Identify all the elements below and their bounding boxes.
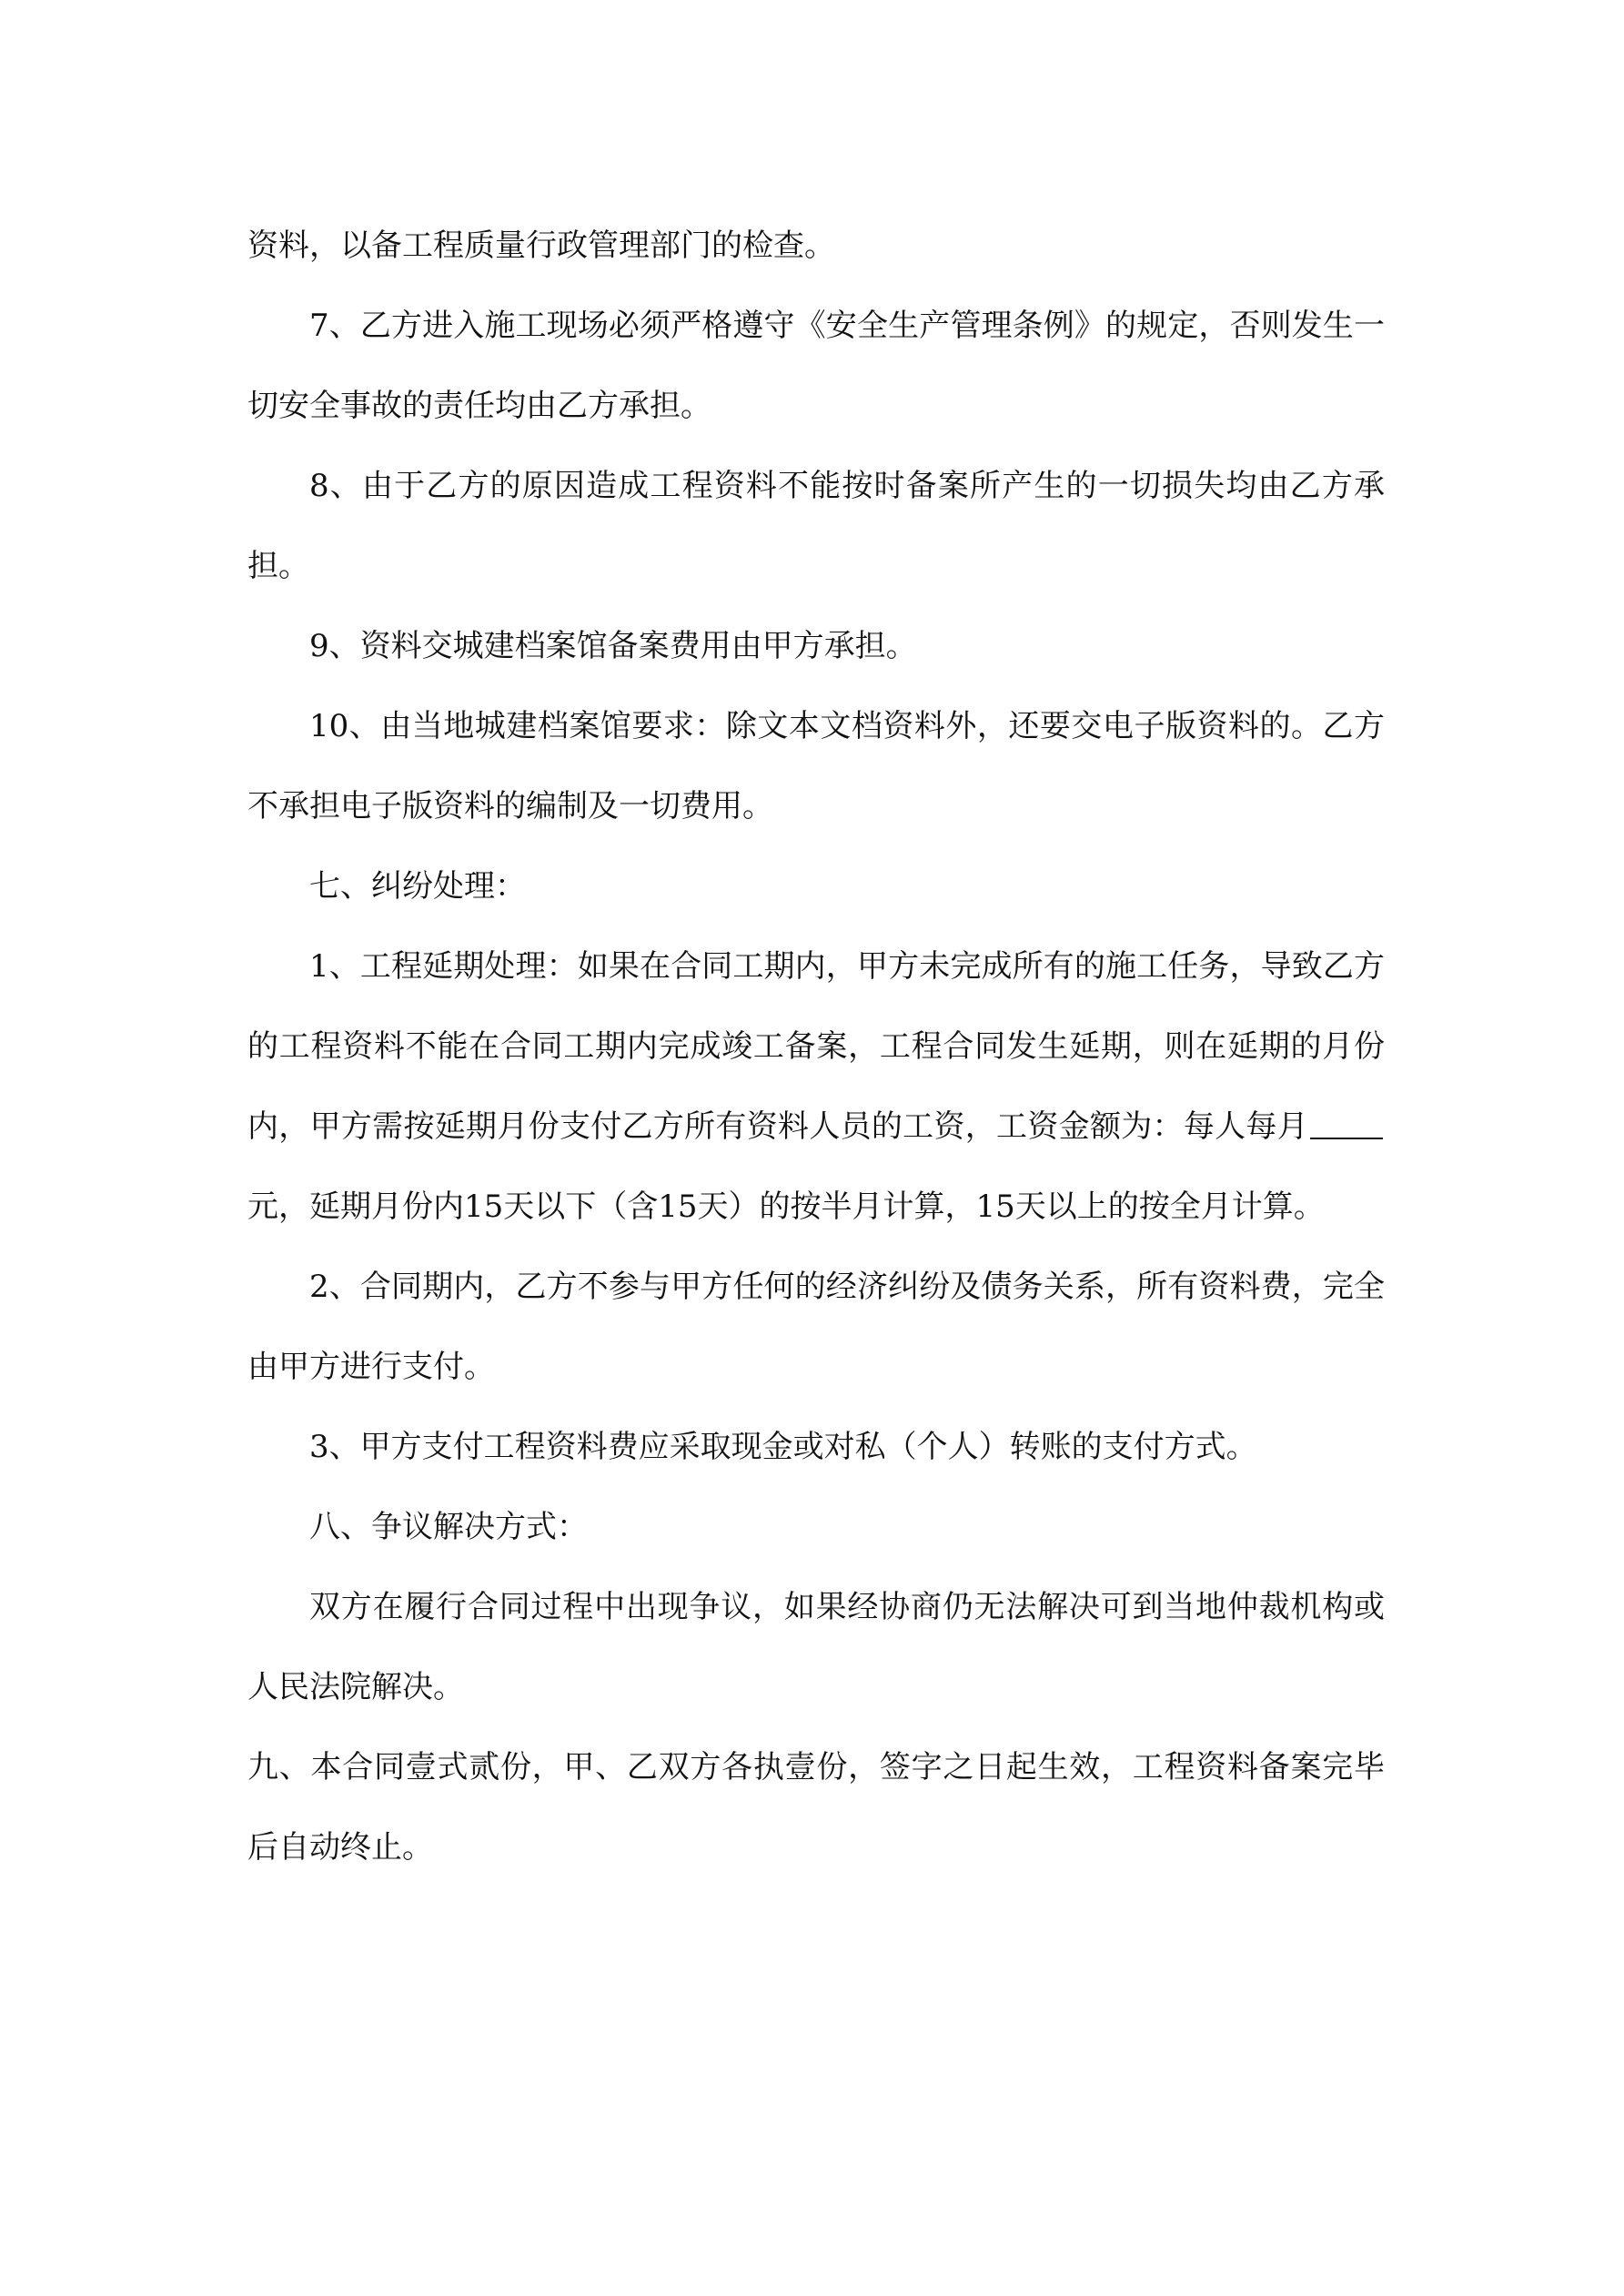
delay-clause-text-after: 元，延期月份内15天以下（含15天）的按半月计算，15天以上的按全月计算。 [247,1188,1325,1225]
section-heading-resolution: 八、争议解决方式： [309,1509,588,1545]
paragraph-clause-9-fees: 9、资料交城建档案馆备案费用由甲方承担。 [309,628,917,664]
paragraph-dispute-3-payment: 3、甲方支付工程资料费应采取现金或对私（个人）转账的支付方式。 [309,1429,1257,1465]
delay-clause-text-before: 1、工程延期处理：如果在合同工期内，甲方未完成所有的施工任务，导致乙方的工程资料不能在合同工期内完成竣工备案，工程合同发生延期，则在延期的月份内，甲方需按延期月份支付乙方所有资料人员的工资，工资金额为：每人每月 [247,948,1385,1145]
paragraph-dispute-1-delay [247,926,1385,1247]
section-heading-disputes: 七、纠纷处理： [309,868,526,905]
paragraph-materials-inspection: 资料，以备工程质量行政管理部门的检查。 [247,228,835,264]
paragraph-resolution-arbitration: 双方在履行合同过程中出现争议，如果经协商仍无法解决可到当地仲裁机构或人民法院解决。 [247,1589,1385,1705]
paragraph-clause-10-electronic: 10、由当地城建档案馆要求：除文本文档资料外，还要交电子版资料的。乙方不承担电子版资料的编制及一切费用。 [247,708,1385,824]
paragraph-clause-7-safety: 7、乙方进入施工现场必须严格遵守《安全生产管理条例》的规定，否则发生一切安全事故的责任均由乙方承担。 [247,308,1385,424]
paragraph-dispute-2-debts: 2、合同期内，乙方不参与甲方任何的经济纠纷及债务关系，所有资料费，完全由甲方进行支付。 [247,1269,1385,1385]
paragraph-clause-8-losses: 8、由于乙方的原因造成工程资料不能按时备案所产生的一切损失均由乙方承担。 [247,468,1385,584]
amount-blank-line [1310,1107,1383,1139]
paragraph-clause-9-copies: 九、本合同壹式贰份，甲、乙双方各执壹份，签字之日起生效，工程资料备案完毕后自动终止。 [247,1749,1385,1866]
contract-text-body [247,206,1385,1887]
